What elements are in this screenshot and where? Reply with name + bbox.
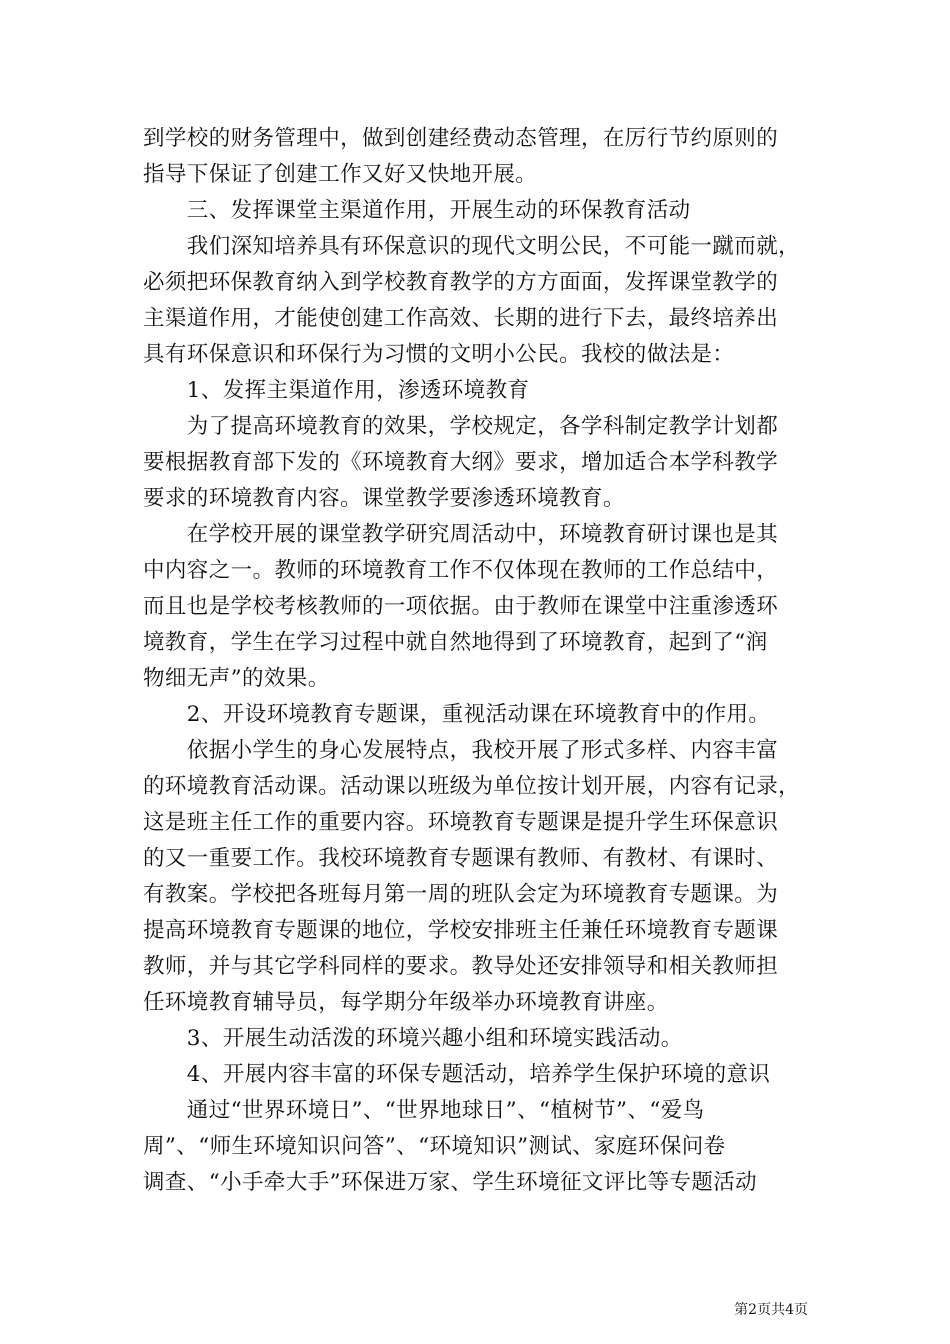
text-line: 要根据教育部下发的《环境教育大纲》要求，增加适合本学科教学 [143, 450, 779, 475]
subsection-heading: 1、发挥主渠道作用，渗透环境教育 [143, 378, 530, 403]
text-line: 这是班主任工作的重要内容。环境教育专题课是提升学生环保意识 [143, 810, 779, 835]
page-number: 第2页共4页 [734, 1302, 808, 1318]
text-line: 我们深知培养具有环保意识的现代文明公民，不可能一蹴而就， [143, 234, 801, 259]
text-line: 中内容之一。教师的环境教育工作不仅体现在教师的工作总结中， [143, 558, 779, 583]
section-heading: 三、发挥课堂主渠道作用，开展生动的环保教育活动 [143, 198, 691, 223]
text-line: 周”、“师生环境知识问答”、“环境知识”测试、家庭环保问卷 [143, 1134, 726, 1159]
text-line: 通过“世界环境日”、“世界地球日”、“植树节”、“爱鸟 [143, 1098, 705, 1123]
text-line: 教师，并与其它学科同样的要求。教导处还安排领导和相关教师担 [143, 954, 779, 979]
text-line: 要求的环境教育内容。课堂教学要渗透环境教育。 [143, 486, 625, 511]
subsection-heading: 2、开设环境教育专题课，重视活动课在环境教育中的作用。 [143, 702, 771, 727]
text-line: 指导下保证了创建工作又好又快地开展。 [143, 162, 538, 187]
text-line: 必须把环保教育纳入到学校教育教学的方方面面，发挥课堂教学的 [143, 270, 779, 295]
text-line: 境教育，学生在学习过程中就自然地得到了环境教育，起到了“润 [143, 630, 768, 655]
text-line: 任环境教育辅导员，每学期分年级举办环境教育讲座。 [143, 990, 669, 1015]
text-line: 提高环境教育专题课的地位，学校安排班主任兼任环境教育专题课 [143, 918, 779, 943]
text-line: 的环境教育活动课。活动课以班级为单位按计划开展，内容有记录， [143, 774, 801, 799]
text-line: 主渠道作用，才能使创建工作高效、长期的进行下去，最终培养出 [143, 306, 779, 331]
text-line: 物细无声”的效果。 [143, 666, 330, 691]
text-line: 到学校的财务管理中，做到创建经费动态管理，在厉行节约原则的 [143, 126, 779, 151]
text-line: 具有环保意识和环保行为习惯的文明小公民。我校的做法是： [143, 342, 735, 367]
text-line: 在学校开展的课堂教学研究周活动中，环境教育研讨课也是其 [143, 522, 779, 547]
subsection-heading: 4、开展内容丰富的环保专题活动，培养学生保护环境的意识 [143, 1062, 771, 1087]
text-line: 有教案。学校把各班每月第一周的班队会定为环境教育专题课。为 [143, 882, 779, 907]
subsection-heading: 3、开展生动活泼的环境兴趣小组和环境实践活动。 [143, 1026, 683, 1051]
text-line: 依据小学生的身心发展特点，我校开展了形式多样、内容丰富 [143, 738, 779, 763]
text-line: 调查、“小手牵大手”环保进万家、学生环境征文评比等专题活动 [143, 1170, 758, 1195]
text-line: 的又一重要工作。我校环境教育专题课有教师、有教材、有课时、 [143, 846, 779, 871]
text-line: 为了提高环境教育的效果，学校规定，各学科制定教学计划都 [143, 414, 779, 439]
text-line: 而且也是学校考核教师的一项依据。由于教师在课堂中注重渗透环 [143, 594, 779, 619]
